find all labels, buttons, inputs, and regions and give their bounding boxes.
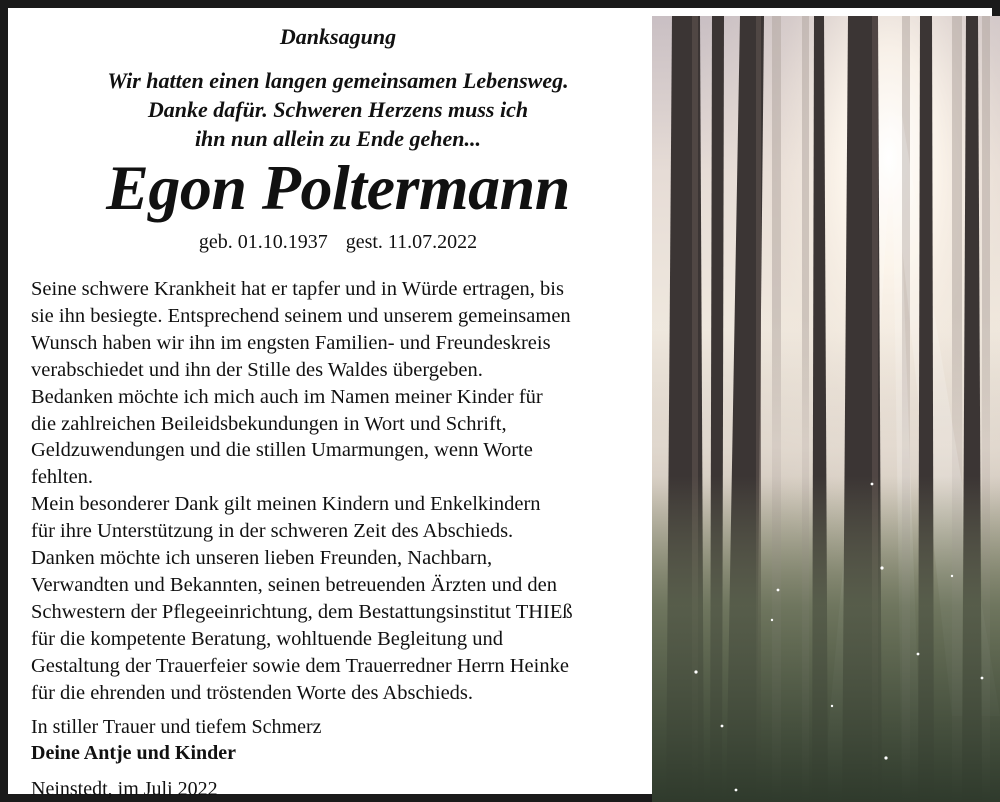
- motto: [24, 66, 652, 153]
- body-text: [31, 276, 653, 707]
- body-line: für ihre Unterstützung in der schweren Zeit des Abschieds.: [31, 520, 514, 543]
- body-line: Wunsch haben wir ihn im engsten Familien- und Freundeskreis: [31, 331, 551, 354]
- motto-line: Danke dafür. Schweren Herzens muss ich: [147, 97, 529, 122]
- body-line: fehlten.: [31, 466, 94, 489]
- closing-line: In stiller Trauer und tiefem Schmerz: [31, 716, 322, 738]
- body-line: Seine schwere Krankheit hat er tapfer und in Würde ertragen, bis: [31, 278, 564, 300]
- forest-sunlight-photo: [652, 16, 1000, 802]
- motto-line: ihn nun allein zu Ende gehen...: [194, 126, 482, 151]
- notice-heading: Danksagung: [279, 24, 397, 49]
- body-line: Gestaltung der Trauerfeier sowie dem Trauerredner Herrn Heinke: [31, 654, 569, 677]
- place-date: Neinstedt, im Juli 2022: [31, 778, 218, 800]
- body-line: für die ehrenden und tröstenden Worte des Abschieds.: [31, 681, 474, 704]
- signature: Deine Antje und Kinder: [31, 742, 237, 764]
- birth-date: geb. 01.10.1937: [198, 231, 328, 253]
- body-line: Schwestern der Pflegeeinrichtung, dem Bestattungsinstitut THIEß: [31, 600, 573, 623]
- deceased-name: Egon Poltermann: [106, 152, 570, 223]
- body-line: für die kompetente Beratung, wohltuende Begleitung und: [31, 627, 503, 650]
- body-line: Danken möchte ich unseren lieben Freunden, Nachbarn,: [31, 547, 493, 570]
- body-line: verabschiedet und ihn der Stille des Waldes übergeben.: [31, 358, 483, 381]
- forest-illustration: [652, 16, 1000, 802]
- notice-text-column: [24, 16, 652, 802]
- body-line: Mein besonderer Dank gilt meinen Kindern und Enkelkindern: [31, 493, 541, 516]
- death-date: gest. 11.07.2022: [345, 231, 478, 253]
- life-dates: [24, 231, 652, 254]
- body-line: die zahlreichen Beileidsbekundungen in Wort und Schrift,: [31, 412, 507, 435]
- body-line: Geldzuwendungen und die stillen Umarmungen, wenn Worte: [31, 439, 533, 462]
- body-line: Verwandten und Bekannten, seinen betreuenden Ärzten und den: [31, 573, 557, 596]
- motto-line: Wir hatten einen langen gemeinsamen Lebensweg.: [107, 68, 569, 93]
- forest-floor: [652, 476, 1000, 802]
- body-line: sie ihn besiegte. Entsprechend seinem und unserem gemeinsamen: [31, 304, 571, 327]
- body-line: Bedanken möchte ich mich auch im Namen meiner Kinder für: [31, 385, 543, 408]
